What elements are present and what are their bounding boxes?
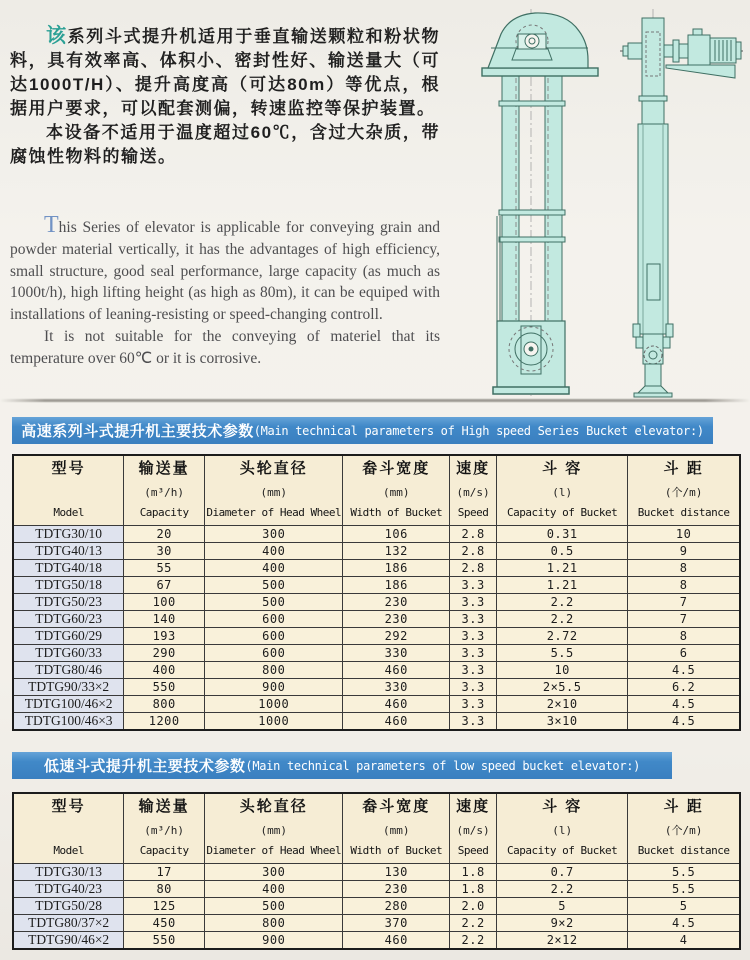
value-cell: 0.5 [497,542,628,559]
cn-dropcap: 该 [46,25,68,47]
table-row [13,576,740,593]
table-row [13,610,740,627]
low-speed-table-banner [12,752,672,779]
value-cell: 4.5 [628,712,740,730]
value-cell: 460 [343,661,450,678]
value-cell: 500 [205,576,343,593]
value-cell: 20 [124,525,205,542]
column-header: 斗 容 (l) Capacity of Bucket [497,455,628,525]
model-cell: TDTG90/33×2 [13,678,124,695]
column-header: 斗 距 (个/m) Bucket distance [628,793,740,863]
value-cell: 400 [124,661,205,678]
value-cell: 800 [205,914,343,931]
value-cell: 80 [124,880,205,897]
model-cell: TDTG40/23 [13,880,124,897]
value-cell: 230 [343,880,450,897]
value-cell: 8 [628,627,740,644]
value-cell: 3.3 [450,712,497,730]
value-cell: 4.5 [628,914,740,931]
value-cell: 186 [343,576,450,593]
high-speed-table-banner [12,417,713,444]
value-cell: 2×12 [497,931,628,949]
column-header: 畚斗宽度 (mm) Width of Bucket [343,455,450,525]
value-cell: 4.5 [628,661,740,678]
header-row [13,793,740,863]
value-cell: 900 [205,678,343,695]
value-cell: 7 [628,610,740,627]
table-row [13,661,740,678]
model-cell: TDTG100/46×2 [13,695,124,712]
banner1-chinese-title: 高速系列斗式提升机主要技术参数 [21,423,254,440]
value-cell: 10 [628,525,740,542]
value-cell: 3.3 [450,661,497,678]
value-cell: 230 [343,610,450,627]
value-cell: 800 [205,661,343,678]
value-cell: 2.2 [497,880,628,897]
value-cell: 125 [124,897,205,914]
value-cell: 2×5.5 [497,678,628,695]
en-paragraph-1 [10,212,440,326]
value-cell: 9×2 [497,914,628,931]
table-row [13,880,740,897]
column-header: 速度 (m/s) Speed [450,455,497,525]
value-cell: 290 [124,644,205,661]
value-cell: 6.2 [628,678,740,695]
value-cell: 2×10 [497,695,628,712]
cn-paragraph-1-text: 系列斗式提升机适用于垂直输送颗粒和粉状物料，具有效率高、体积小、密封性好、输送量大（可达1000T/H）、提升高度高（可达80m）等优点，根据用户要求，可以配套测偏，转速监控等保护装置。 [10,27,440,118]
value-cell: 0.31 [497,525,628,542]
value-cell: 2.2 [450,931,497,949]
front-view-drawing [482,9,598,396]
value-cell: 3.3 [450,678,497,695]
low-speed-parameters-table [12,792,741,950]
column-header: 输送量 (m³/h) Capacity [124,793,205,863]
value-cell: 55 [124,559,205,576]
value-cell: 106 [343,525,450,542]
value-cell: 400 [205,559,343,576]
value-cell: 2.8 [450,525,497,542]
table-row [13,559,740,576]
value-cell: 600 [205,627,343,644]
value-cell: 2.2 [497,610,628,627]
model-cell: TDTG40/18 [13,559,124,576]
value-cell: 17 [124,863,205,880]
chinese-description [10,24,440,169]
column-header: 斗 距 (个/m) Bucket distance [628,455,740,525]
value-cell: 1.8 [450,863,497,880]
value-cell: 193 [124,627,205,644]
value-cell: 0.7 [497,863,628,880]
value-cell: 3.3 [450,644,497,661]
banner2-chinese-title: 低速斗式提升机主要技术参数 [43,758,246,775]
table-row [13,542,740,559]
value-cell: 140 [124,610,205,627]
column-header: 速度 (m/s) Speed [450,793,497,863]
value-cell: 400 [205,542,343,559]
model-cell: TDTG50/28 [13,897,124,914]
table-row [13,897,740,914]
value-cell: 2.72 [497,627,628,644]
value-cell: 3.3 [450,576,497,593]
value-cell: 550 [124,678,205,695]
value-cell: 8 [628,559,740,576]
value-cell: 300 [205,863,343,880]
value-cell: 3.3 [450,627,497,644]
table-row [13,914,740,931]
high-speed-parameters-table [12,454,741,731]
value-cell: 330 [343,644,450,661]
value-cell: 280 [343,897,450,914]
value-cell: 600 [205,610,343,627]
model-cell: TDTG50/18 [13,576,124,593]
value-cell: 4 [628,931,740,949]
cn-paragraph-2: 本设备不适用于温度超过60℃，含过大杂质，带腐蚀性物料的输送。 [10,123,440,166]
value-cell: 3.3 [450,610,497,627]
value-cell: 460 [343,712,450,730]
value-cell: 2.2 [450,914,497,931]
value-cell: 1.21 [497,559,628,576]
column-header: 输送量 (m³/h) Capacity [124,455,205,525]
value-cell: 5.5 [497,644,628,661]
value-cell: 900 [205,931,343,949]
value-cell: 3×10 [497,712,628,730]
value-cell: 4.5 [628,695,740,712]
en-paragraph-1-text: his Series of elevator is applicable for conveying grain and powder material vertically, it has the advantages of high efficiency, small structure, good seal performance, large capacity (as much as 1000t/h), high lifting height (as high as 80m), it can be equiped with installations of leaning-resisting or speed-changing controll. [10,219,440,324]
en-dropcap: T [44,212,59,238]
value-cell: 67 [124,576,205,593]
value-cell: 6 [628,644,740,661]
model-cell: TDTG40/13 [13,542,124,559]
model-cell: TDTG30/13 [13,863,124,880]
banner2-english-title: (Main technical parameters of low speed bucket elevator:) [245,758,641,773]
table-row [13,627,740,644]
divider-line [0,399,750,402]
value-cell: 2.8 [450,542,497,559]
model-cell: TDTG50/23 [13,593,124,610]
value-cell: 30 [124,542,205,559]
table-row [13,695,740,712]
value-cell: 800 [124,695,205,712]
value-cell: 292 [343,627,450,644]
english-description [10,212,440,370]
value-cell: 2.8 [450,559,497,576]
value-cell: 550 [124,931,205,949]
value-cell: 1.8 [450,880,497,897]
table-row [13,644,740,661]
value-cell: 1200 [124,712,205,730]
value-cell: 1000 [205,712,343,730]
column-header: 头轮直径 (mm) Diameter of Head Wheel [205,793,343,863]
value-cell: 400 [205,880,343,897]
value-cell: 460 [343,695,450,712]
value-cell: 186 [343,559,450,576]
table-row [13,712,740,730]
cn-paragraph-1 [10,24,440,121]
table-row [13,931,740,949]
value-cell: 330 [343,678,450,695]
table-row [13,863,740,880]
value-cell: 2.2 [497,593,628,610]
model-cell: TDTG30/10 [13,525,124,542]
value-cell: 10 [497,661,628,678]
value-cell: 100 [124,593,205,610]
table-row [13,525,740,542]
value-cell: 230 [343,593,450,610]
value-cell: 600 [205,644,343,661]
value-cell: 450 [124,914,205,931]
value-cell: 9 [628,542,740,559]
model-cell: TDTG60/33 [13,644,124,661]
value-cell: 5 [628,897,740,914]
value-cell: 1.21 [497,576,628,593]
table-row [13,678,740,695]
value-cell: 300 [205,525,343,542]
model-cell: TDTG90/46×2 [13,931,124,949]
value-cell: 130 [343,863,450,880]
model-cell: TDTG60/29 [13,627,124,644]
value-cell: 370 [343,914,450,931]
value-cell: 5 [497,897,628,914]
value-cell: 132 [343,542,450,559]
value-cell: 8 [628,576,740,593]
side-view-drawing [620,9,743,397]
value-cell: 7 [628,593,740,610]
value-cell: 500 [205,593,343,610]
column-header: 型号 Model [13,455,124,525]
header-row [13,455,740,525]
en-paragraph-2: It is not suitable for the conveying of materiel that its temperature over 60℃ or it is corrosive. [10,327,440,367]
model-cell: TDTG60/23 [13,610,124,627]
column-header: 斗 容 (l) Capacity of Bucket [497,793,628,863]
model-cell: TDTG100/46×3 [13,712,124,730]
value-cell: 460 [343,931,450,949]
column-header: 型号 Model [13,793,124,863]
model-cell: TDTG80/37×2 [13,914,124,931]
value-cell: 500 [205,897,343,914]
value-cell: 5.5 [628,880,740,897]
column-header: 头轮直径 (mm) Diameter of Head Wheel [205,455,343,525]
model-cell: TDTG80/46 [13,661,124,678]
value-cell: 3.3 [450,593,497,610]
elevator-technical-drawings [442,4,748,400]
table-row [13,593,740,610]
value-cell: 5.5 [628,863,740,880]
value-cell: 3.3 [450,695,497,712]
value-cell: 2.0 [450,897,497,914]
column-header: 畚斗宽度 (mm) Width of Bucket [343,793,450,863]
value-cell: 1000 [205,695,343,712]
banner1-english-title: (Main technical parameters of High speed Series Bucket elevator:) [253,423,704,438]
